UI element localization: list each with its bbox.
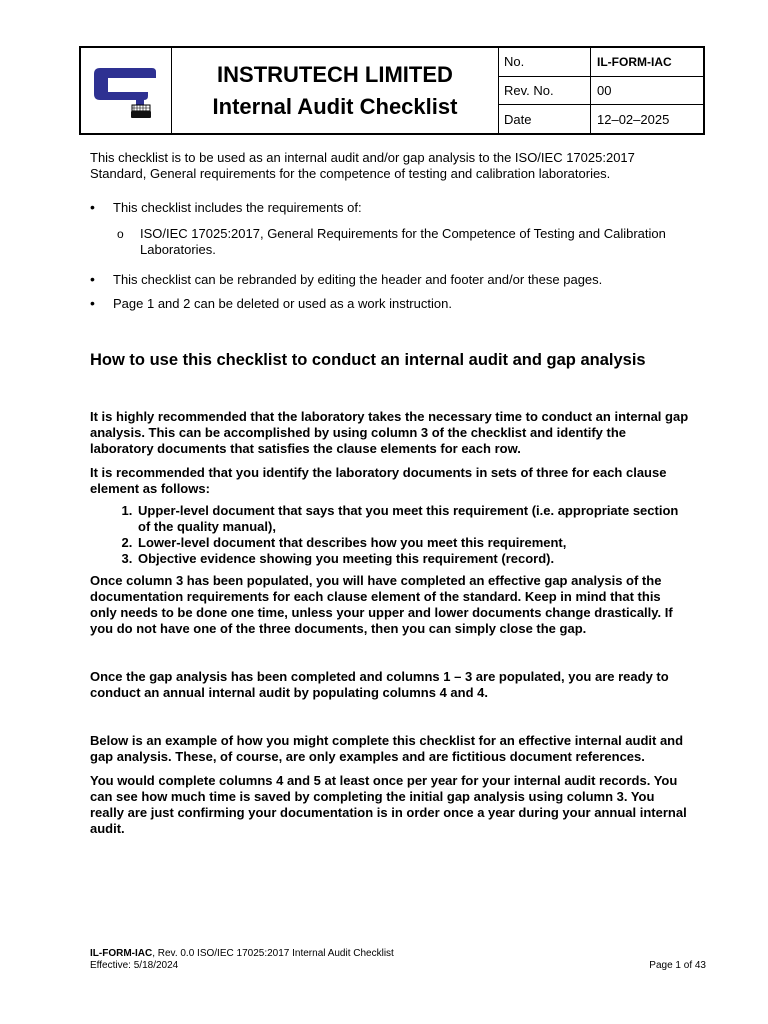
sub-bullet-list bbox=[113, 226, 690, 258]
bullet-text: This checklist includes the requirements of: bbox=[113, 200, 362, 215]
list-item: 1. Upper-level document that says that you meet this requirement (i.e. appropriate section of the quality manual), bbox=[136, 503, 690, 535]
company-name: INSTRUTECH LIMITED bbox=[217, 61, 453, 87]
intro-paragraph: This checklist is to be used as an internal audit and/or gap analysis to the ISO/IEC 17025:2017 Standard, General requirements for the competence of testing and calibration laboratories. bbox=[90, 150, 635, 181]
no-value: IL-FORM-IAC bbox=[597, 54, 672, 69]
meta-row-rev bbox=[499, 77, 703, 106]
no-label: No. bbox=[499, 48, 591, 76]
paragraph: Once column 3 has been populated, you will have completed an effective gap analysis of the documentation requirements for each clause element of the standard. Keep in mind that this only needs to be done one time, unless your upper and lower documents change drastically. If you do not have one of the three documents, then you can simply close the gap. bbox=[90, 573, 673, 636]
paragraph: It is highly recommended that the laboratory takes the necessary time to conduct an internal gap analysis. This can be accomplished by using column 3 of the checklist and identify the laboratory documents that satisfies the clause elements for each row. bbox=[90, 409, 689, 456]
logo-cell bbox=[81, 48, 172, 133]
document-body bbox=[90, 150, 690, 837]
title-cell bbox=[172, 48, 499, 133]
footer-form-id: IL-FORM-IAC bbox=[90, 948, 153, 959]
company-logo-icon bbox=[90, 60, 162, 122]
meta-cell bbox=[499, 48, 703, 133]
bullet-list bbox=[90, 200, 690, 312]
page-number: Page 1 of 43 bbox=[649, 960, 706, 971]
document-header bbox=[79, 46, 705, 135]
rev-label: Rev. No. bbox=[499, 77, 591, 105]
sub-bullet-item: o ISO/IEC 17025:2017, General Requirements for the Competence of Testing and Calibration Laboratories. bbox=[113, 226, 690, 258]
meta-row-no bbox=[499, 48, 703, 77]
paragraph: It is recommended that you identify the laboratory documents in sets of three for each clause element as follows: bbox=[90, 465, 667, 496]
footer-line-1 bbox=[90, 948, 706, 960]
document-title: Internal Audit Checklist bbox=[212, 93, 458, 119]
list-item: 3. Objective evidence showing you meeting this requirement (record). bbox=[136, 551, 690, 567]
date-value: 12–02–2025 bbox=[597, 111, 670, 127]
rev-value: 00 bbox=[597, 83, 612, 98]
paragraph: Once the gap analysis has been completed and columns 1 – 3 are populated, you are ready to conduct an annual internal audit by populating columns 4 and 4. bbox=[90, 669, 669, 700]
bullet-item: • Page 1 and 2 can be deleted or used as a work instruction. bbox=[90, 296, 690, 312]
footer-doc-info: , Rev. 0.0 ISO/IEC 17025:2017 Internal Audit Checklist bbox=[152, 948, 394, 959]
meta-row-date bbox=[499, 105, 703, 133]
paragraph: You would complete columns 4 and 5 at least once per year for your internal audit records. You can see how much time is saved by completing the initial gap analysis using column 3. You really are just confirming your documentation is in order once a year during your annual internal audit. bbox=[90, 773, 687, 836]
footer-effective-date: Effective: 5/18/2024 bbox=[90, 960, 179, 971]
section-heading: How to use this checklist to conduct an internal audit and gap analysis bbox=[90, 351, 646, 369]
list-item: 2. Lower-level document that describes how you meet this requirement, bbox=[136, 535, 690, 551]
bullet-item bbox=[90, 200, 690, 258]
page-footer bbox=[90, 948, 706, 972]
numbered-list bbox=[90, 503, 690, 567]
date-label: Date bbox=[499, 105, 591, 133]
paragraph: Below is an example of how you might complete this checklist for an effective internal audit and gap analysis. These, of course, are only examples and are fictitious document references. bbox=[90, 733, 684, 764]
bullet-item: • This checklist can be rebranded by editing the header and footer and/or these pages. bbox=[90, 272, 690, 288]
